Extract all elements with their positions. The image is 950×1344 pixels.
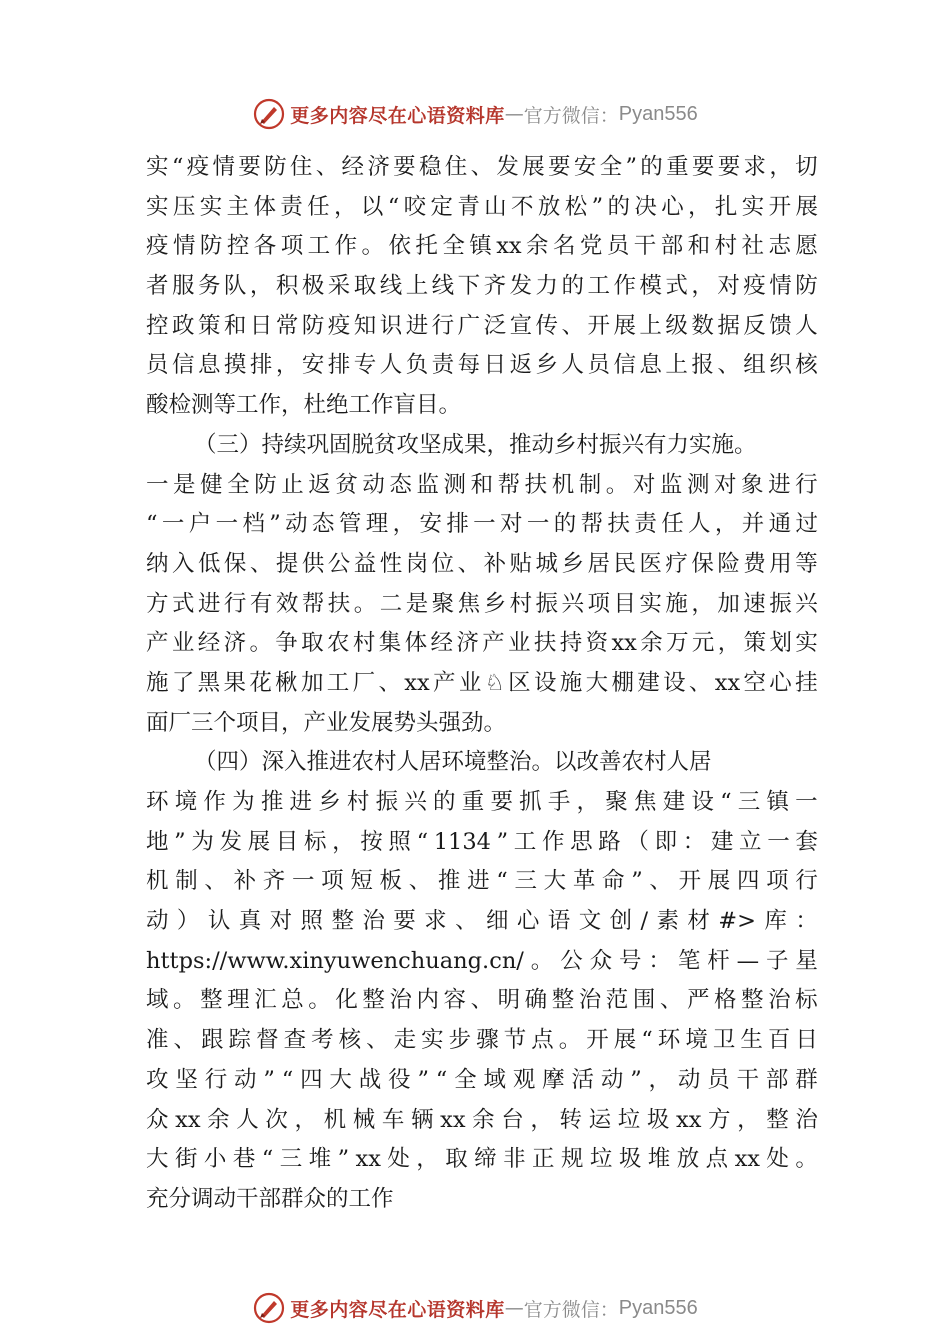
banner-wechat-label: 官方微信： bbox=[523, 1298, 619, 1321]
text-line: 动 ） 认 真 对 照 整 治 要 求 、 细 心 语 文 创 / 素 材 #> 库 ： bbox=[146, 908, 818, 935]
section-heading-4: （四）深入推进农村人居环境整治。以改善农村人居 bbox=[194, 749, 712, 776]
text-line: 域 。 整 理 汇 总 。 化 整 治 内 容 、 明 确 整 治 范 围 、 严 格 整 治 标 bbox=[146, 987, 818, 1014]
text-line: 方 式 进 行 有 效 帮 扶 。 二 是 聚 焦 乡 村 振 兴 项 目 实 施 ， 加 速 振 兴 bbox=[146, 590, 818, 617]
text-line: https://www.xinyuwenchuang.cn/ 。 公 众 号 ： 笔 杆 — 子 星 bbox=[146, 947, 818, 974]
text-line: 面厂三个项目，产业发展势头强劲。 bbox=[146, 709, 507, 736]
banner-site-name: 更多内容尽在心语资料库 bbox=[290, 104, 505, 127]
banner-wechat-id: Pyan556 bbox=[618, 102, 698, 125]
text-line: 纳 入 低 保 、 提 供 公 益 性 岗 位 、 补 贴 城 乡 居 民 医 疗 保 险 费 用 等 bbox=[146, 550, 818, 577]
section-heading-3: （三）持续巩固脱贫攻坚成果，推动乡村振兴有力实施。 bbox=[194, 431, 757, 458]
banner-separator: — bbox=[504, 103, 524, 125]
text-line: 产 业 经 济 。 争 取 农 村 集 体 经 济 产 业 扶 持 资 xx 余 万 元 ， 策 划 实 bbox=[146, 630, 818, 657]
text-line: 众 xx 余 人 次 ， 机 械 车 辆 xx 余 台 ， 转 运 垃 圾 xx 方 ， 整 治 bbox=[146, 1106, 818, 1133]
text-line: 疫 情 防 控 各 项 工 作 。 依 托 全 镇 xx 余 名 党 员 干 部 和 村 社 志 愿 bbox=[146, 233, 818, 260]
banner-wechat-label: 官方微信： bbox=[523, 104, 619, 127]
banner-wechat-id: Pyan556 bbox=[618, 1296, 698, 1319]
text-line: 员 信 息 摸 排 ， 安 排 专 人 负 责 每 日 返 乡 人 员 信 息 上 报 、 组 织 核 bbox=[146, 352, 818, 379]
text-line: 机 制 、 补 齐 一 项 短 板 、 推 进 “ 三 大 革 命 ” 、 开 展 四 项 行 bbox=[146, 868, 818, 895]
footer-banner bbox=[0, 1286, 950, 1330]
banner-site-name: 更多内容尽在心语资料库 bbox=[290, 1298, 505, 1321]
text-line: 者 服 务 队 ， 积 极 采 取 线 上 线 下 齐 发 力 的 工 作 模 式 ， 对 疫 情 防 bbox=[146, 273, 818, 300]
text-line: 施 了 黑 果 花 楸 加 工 厂 、 xx 产 业 ♘ 区 设 施 大 棚 建 设 、 xx 空 心 挂 bbox=[146, 669, 818, 696]
text-line: 充分调动干部群众的工作 bbox=[146, 1185, 394, 1212]
text-line: 环 境 作 为 推 进 乡 村 振 兴 的 重 要 抓 手 ， 聚 焦 建 设 “ 三 镇 一 bbox=[146, 789, 818, 815]
text-line: 实 压 实 主 体 责 任 ， 以 “ 咬 定 青 山 不 放 松 ” 的 决 心 ， 扎 实 开 展 bbox=[146, 193, 818, 220]
banner-separator: — bbox=[504, 1297, 524, 1319]
text-line: 大 街 小 巷 “ 三 堆 ” xx 处 ， 取 缔 非 正 规 垃 圾 堆 放 点 xx 处 。 bbox=[146, 1146, 818, 1173]
document-body bbox=[146, 148, 818, 1220]
header-banner bbox=[0, 92, 950, 136]
text-line: 地 ” 为 发 展 目 标 ， 按 照 “ 1134 ” 工 作 思 路 （ 即 ： 建 立 一 套 bbox=[146, 828, 818, 855]
text-line: 准 、 跟 踪 督 查 考 核 、 走 实 步 骤 节 点 。 开 展 “ 环 境 卫 生 百 日 bbox=[146, 1027, 818, 1054]
pen-logo-icon bbox=[252, 1291, 286, 1325]
text-line: “ 一 户 一 档 ” 动 态 管 理 ， 安 排 一 对 一 的 帮 扶 责 任 人 ， 并 通 过 bbox=[146, 511, 818, 538]
pen-logo-icon bbox=[252, 97, 286, 131]
text-line: 一 是 健 全 防 止 返 贫 动 态 监 测 和 帮 扶 机 制 。 对 监 测 对 象 进 行 bbox=[146, 471, 818, 498]
text-line: 控 政 策 和 日 常 防 疫 知 识 进 行 广 泛 宣 传 、 开 展 上 级 数 据 反 馈 人 bbox=[146, 312, 818, 339]
text-line: 攻 坚 行 动 ” “ 四 大 战 役 ” “ 全 域 观 摩 活 动 ” ， 动 员 干 部 群 bbox=[146, 1066, 818, 1093]
text-line: 实 “ 疫 情 要 防 住 、 经 济 要 稳 住 、 发 展 要 安 全 ” 的 重 要 要 求 ， 切 bbox=[146, 154, 818, 180]
text-line: 酸检测等工作，杜绝工作盲目。 bbox=[146, 392, 462, 419]
